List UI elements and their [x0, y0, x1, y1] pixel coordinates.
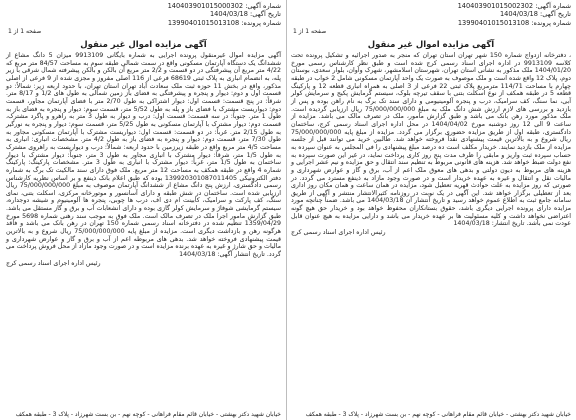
file-number: شماره پرونده: 13990401015013108 — [167, 18, 281, 27]
notice-number: شماره آگهی: 140403901015002302 — [457, 2, 571, 10]
signature: رئیس اداره اجرای اسناد رسمی کرج — [6, 259, 101, 267]
notice-text: آگهی مزایده اموال غیرمنقول پرونده اجرایی به شماره بایگانی 9913109 میزان 5 دانگ مشاع از ششدانگ یک دستگاه آپارتمان مسکونی واقع در سمت شمالی طبقه سوم به مساحت 84/57 متر مربع که 4/22 متر مربع آن پیشرفتگی در دو قسمت و 2/2 متر مربع آن بالکن و بالکن پیشرفته شمال شرقی با زیر پله، به انضمام انباری به پلاک ثبتی 68619 فرعی از 116 اصلی مفروز و مجزی شده از 9 فرعی از اصلی مذکور، واقع در بخش 11 حوزه ثبت ملک سعادت آباد تهران استان تهران، با حدود اربعه زیر: شمالاً: دو قسمت اول و دوم: دیوار و پنجره و پیشرفتگی به فضای باز زمین شمالی به طول های 1/2 و 8/17 متر. شرقاً: در پنج قسمت: قسمت اول: دیوار اشتراکی به طول 2/70 متر با فضای آپارتمان مجاور، قسمت دوم: دیواریست مشترک با فضای باز و پله به طول 5/52 متر، قسمت سوم: دیوار و پنجره به فضای باز به طول 1 متر. جنوباً: در سه قسمت: قسمت اول: درب و دیوار به طول 3 متر به راهرو و پاگرد مشترک، قسمت دوم: دیوار مشترک با آپارتمان مسکونی به طول 5/25 متر، قسمت سوم: دیوار و پنجره به نورگیر به طول 2/15 متر. غرباً: در دو قسمت: قسمت اول: دیواریست مشترک با آپارتمان مسکونی مجاور به طول 7/30 متر، قسمت دوم: دیوار و پنجره به فضای باز به طول 4/2 متر. مشخصات انباری: انباری به مساحت 4/5 متر مربع واقع در طبقه زیرزمین با حدود اربعه: شمالاً: درب و دیواریست به راهروی مشترک به طول 1/5 متر، شرقاً: دیوار مشترک با انباری مجاور به طول 3 متر، جنوباً: دیوار مشترک با دیوار ساختمان به طول 1/5 متر، غرباً: دیوار مشترک با انباری به طول 3 متر. مشخصات پارکینگ: پارکینگ شماره 4 واقع در طبقه همکف به مساحت 12 متر مربع. ملک فوق دارای سند مالکیت تک برگ به شماره دفتر الکترونیکی 139920301087011405 بوده که طبق اعلام بانک ذینفع و بر اساس نظریه کارشناس رسمی دادگستری، ارزش پنج دانگ مشاع از ششدانگ آپارتمان موصوف به مبلغ 75/000/000/000 ریال ارزیابی شده است. ساختمان در شش طبقه و دارای آسانسور و موتورخانه مرکزی، اسکلت بتنی، نمای سنگ، کف پارکت و سرامیک، کابینت ام دی اف، درب ها چوبی، پنجره ها آلومینیوم و شیشه دوجداره، سیستم گرمایشی شوفاژ و سرمایش کولر گازی بوده و دارای انشعابات آب و برق و گاز مستقل می باشد. طبق گزارش مامور اجرا ملک در تصرف مالک است. ملک فوق به موجب سند رهنی شماره 5698 مورخ 1359/04/29 تنظیم شده در دفترخانه اسناد رسمی شماره 150 تهران در رهن بانک می باشد و فاقد هرگونه رهن و بازداشت دیگری است. مزایده از مبلغ پایه 75/000/000/000 ریال شروع و به بالاترین قیمت پیشنهادی فروخته خواهد شد. بدهی های مربوطه اعم از آب و برق و گاز و عوارض شهرداری و مالیات و حق شارژ و غیره به عهده برنده مزایده است و در صورت وجود مازاد از محل فروش پرداخت می گردد. تاریخ انتشار آگهی: 1404/03/18 — [6, 52, 282, 259]
notice-text: ، دفترخانه ازدواج شماره 150 شهر تهران استان تهران که منجر به صدور اجرائیه و تشکیل پرونده تحت کلاسه 9913109 در اداره اجرای اسناد رسمی کرج شده است و طبق نظر کارشناس رسمی مورخ 1404/01/20 ملک مذکور به نشانی استان تهران، شهرستان اسلامشهر، شهرک واوان، بلوار سعدی، بوستان دوم، پلاک 12 واقع شده است و ملک موصوف به صورت یک واحد آپارتمان مسکونی شامل 2 خواب در طبقه چهارم با مساحت 114/71 مترمربع پلاک ثبتی 22 فرعی از 3 اصلی به همراه انباری قطعه 12 و پارکینگ قطعه 5 در طبقه همکف از نوع اسکلت بتنی با سقف تیرچه بلوک، سیستم گرمایش پکیج و سرمایش کولر آبی، نما سنگ، کف سرامیک، درب و پنجره آلومینیومی و دارای سند تک برگ به نام راهن بوده و پس از بازدید و بررسی های لازم ارزش شش دانگ ملک به مبلغ 75/000/000/000 ریال ارزیابی گردیده است. ملک مذکور مورد رهن بانک می باشد و طبق گزارش مامور، ملک در تصرف مالک می باشد. مزایده از ساعت 9 الی 12 روز دوشنبه مورخ 1404/04/02 در محل اداره اجرای اسناد رسمی کرج، ساختمان دادگستری، طبقه اول از طریق مزایده حضوری برگزار می گردد. مزایده از مبلغ پایه 75/000/000/000 ریال شروع و به بالاترین قیمت پیشنهادی نقداً فروخته خواهد شد. طالبین خرید می توانند قبل از جلسه مزایده از ملک بازدید نمایند. خریدار مکلف است ده درصد مبلغ پیشنهادی را فی المجلس به عنوان سپرده به حساب سپرده ثبت واریز و مابقی را ظرف مدت پنج روز کاری پرداخت نماید، در غیر این صورت سپرده به نفع دولت ضبط خواهد شد. هزینه های قانونی مربوط به تنظیم سند انتقال و حق مزایده و نیم عشر اجرایی و هزینه های مربوط به دیون دولتی و بدهی های معوق ملک اعم از آب، برق و گاز و عوارض شهرداری و مالیات نقل و انتقال و غیره به عهده خریدار است و در صورت وجود مازاد به ذینفع مسترد می گردد. در صورتی که روز مزایده به علت حوادث قهریه تعطیل شود، مزایده در همان ساعت و همان مکان روز اداری بعد از تعطیلی برگزار خواهد شد. این آگهی در یک نوبت در روزنامه کثیرالانتشار منتشر و آگهی از طریق سامانه جامع ثبت به اطلاع عموم خواهد رسید و تاریخ انتشار آن 1404/03/18 می باشد. ضمناً چنانچه مورد مزایده دارای پرونده اجرایی دیگری باشد، حقوق بستانکاران محفوظ خواهد بود و خریدار حق هیچ گونه اعتراضی نخواهد داشت و کلیه مسئولیت ها بر عهده خریدار می باشد و دارایی مزایده به هیچ عنوان قابل عودت نمی باشد. تاریخ انتشار: 1404/03/18 — [291, 52, 571, 228]
footer-address: خیابان شهید دکتر بهشتی - خیابان قائم مقام فراهانی - کوچه نهم - بن بست شهرزاد - پلاک 3 - طبقه همکف — [15, 410, 281, 418]
notice-title: آگهی مزایده اموال غیر منقول — [367, 40, 495, 50]
notice-body — [291, 52, 571, 237]
notice-title: آگهی مزایده اموال غیر منقول — [80, 40, 207, 50]
page-number: صفحه 1 از 1 — [8, 28, 42, 35]
notice-meta — [291, 2, 571, 35]
signature: رئیس اداره اجرای اسناد رسمی کرج — [291, 229, 386, 237]
page-number: صفحه 1 از 1 — [293, 28, 327, 35]
notice-body — [6, 52, 281, 267]
notice-meta — [6, 2, 281, 35]
file-number: شماره پرونده: 13990401015013108 — [457, 18, 571, 27]
column-divider — [286, 0, 287, 420]
notice-right — [287, 0, 576, 420]
notice-date: تاریخ آگهی: 1404/03/18 — [499, 10, 571, 19]
notice-date: تاریخ آگهی: 1404/03/18 — [209, 10, 281, 19]
notice-left — [0, 0, 285, 420]
notice-number: شماره آگهی: 140403901015000302 — [167, 2, 281, 10]
footer-address: خیابان شهید دکتر بهشتی - خیابان قائم مقام فراهانی - کوچه نهم - بن بست شهرزاد - پلاک 3 - طبقه همکف — [305, 410, 571, 418]
